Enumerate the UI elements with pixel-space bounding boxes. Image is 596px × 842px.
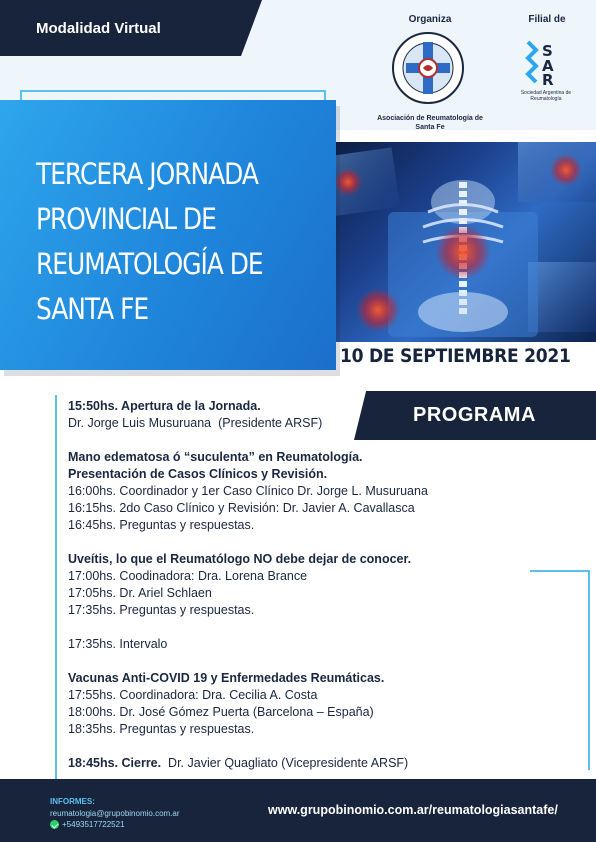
- program-line-text: 18:35hs. Preguntas y respuestas.: [68, 722, 255, 736]
- event-date: 10 DE SEPTIEMBRE 2021: [340, 345, 571, 367]
- phone-row[interactable]: [50, 820, 125, 829]
- program-line: [68, 449, 588, 466]
- sar-letter-r: R: [542, 71, 554, 86]
- program-line: [68, 670, 588, 687]
- program-block: [68, 636, 588, 653]
- program-line-bold: Uveítis, lo que el Reumatólogo NO debe dejar de conocer.: [68, 552, 412, 566]
- program-line: [68, 466, 588, 483]
- filial-label: Filial de: [528, 14, 566, 25]
- program-block: [68, 551, 588, 619]
- program-line-text: 17:05hs. Dr. Ariel Schlaen: [68, 586, 212, 600]
- program-block: [68, 755, 588, 772]
- program-line-text: 17:00hs. Coodinadora: Dra. Lorena Brance: [68, 569, 308, 583]
- program-line-text: 17:35hs. Intervalo: [68, 637, 168, 651]
- sar-letter-s: S: [542, 42, 553, 60]
- program-line: [68, 500, 588, 517]
- program-line-text: 16:45hs. Preguntas y respuestas.: [68, 518, 255, 532]
- program-line-bold: Vacunas Anti-COVID 19 y Enfermedades Reumáticas.: [68, 671, 385, 685]
- organizer-logo: [392, 32, 464, 104]
- program-line-text: Dr. Javier Quagliato (Vicepresidente ARSF): [161, 756, 409, 770]
- program-label: PROGRAMA: [413, 404, 536, 426]
- event-title: [36, 152, 277, 332]
- program-line: [68, 551, 588, 568]
- title-line: REUMATOLOGÍA DE: [36, 247, 263, 281]
- program-schedule: [68, 398, 588, 789]
- whatsapp-icon: [50, 820, 59, 829]
- skeleton-illustration: [318, 142, 596, 342]
- email-link[interactable]: reumatologia@grupobinomio.com.ar: [50, 809, 180, 818]
- website-link[interactable]: www.grupobinomio.com.ar/reumatologiasantafe/: [268, 803, 558, 817]
- program-line: [68, 755, 588, 772]
- program-line: [68, 704, 588, 721]
- sar-letter-a: A: [542, 57, 554, 75]
- program-line-bold: Presentación de Casos Clínicos y Revisión.: [68, 467, 328, 481]
- program-block: [68, 449, 588, 534]
- program-block: [68, 670, 588, 738]
- program-line: [68, 636, 588, 653]
- program-line-text: 17:55hs. Coordinadora: Dra. Cecilia A. Costa: [68, 688, 318, 702]
- program-line: [68, 398, 588, 415]
- phone-number: +5493517722521: [62, 820, 125, 829]
- program-line: [68, 721, 588, 738]
- program-line: [68, 602, 588, 619]
- sar-caption: Sociedad Argentina de Reumatología: [520, 90, 572, 102]
- program-block: [68, 398, 588, 432]
- program-line: [68, 483, 588, 500]
- program-line: [68, 568, 588, 585]
- modality-label: Modalidad Virtual: [36, 20, 161, 37]
- title-line: SANTA FE: [36, 292, 149, 326]
- sar-logo: [524, 38, 568, 86]
- organiza-label: Organiza: [408, 14, 452, 25]
- program-line-bold: 18:45hs. Cierre.: [68, 756, 162, 770]
- program-line-text: 16:15hs. 2do Caso Clínico y Revisión: Dr. Javier A. Cavallasca: [68, 501, 415, 515]
- program-line: [68, 585, 588, 602]
- title-line: PROVINCIAL DE: [36, 202, 216, 236]
- left-accent-rule: [55, 395, 57, 780]
- program-line-bold: Mano edematosa ó “suculenta” en Reumatología.: [68, 450, 363, 464]
- program-line-text: 17:35hs. Preguntas y respuestas.: [68, 603, 255, 617]
- program-line: [68, 687, 588, 704]
- informes-label: INFORMES:: [50, 797, 95, 806]
- program-line-bold: 15:50hs. Apertura de la Jornada.: [68, 399, 261, 413]
- program-line-text: 18:00hs. Dr. José Gómez Puerta (Barcelona – España): [68, 705, 374, 719]
- title-line: TERCERA JORNADA: [36, 157, 258, 191]
- program-line-text: Dr. Jorge Luis Musuruana (Presidente ARSF): [68, 416, 323, 430]
- program-line-text: 16:00hs. Coordinador y 1er Caso Clínico Dr. Jorge L. Musuruana: [68, 484, 428, 498]
- program-line: [68, 415, 588, 432]
- organizer-name: Asociación de Reumatología de Santa Fe: [377, 115, 483, 131]
- program-line: [68, 517, 588, 534]
- anatomy-hero-image: [318, 142, 596, 342]
